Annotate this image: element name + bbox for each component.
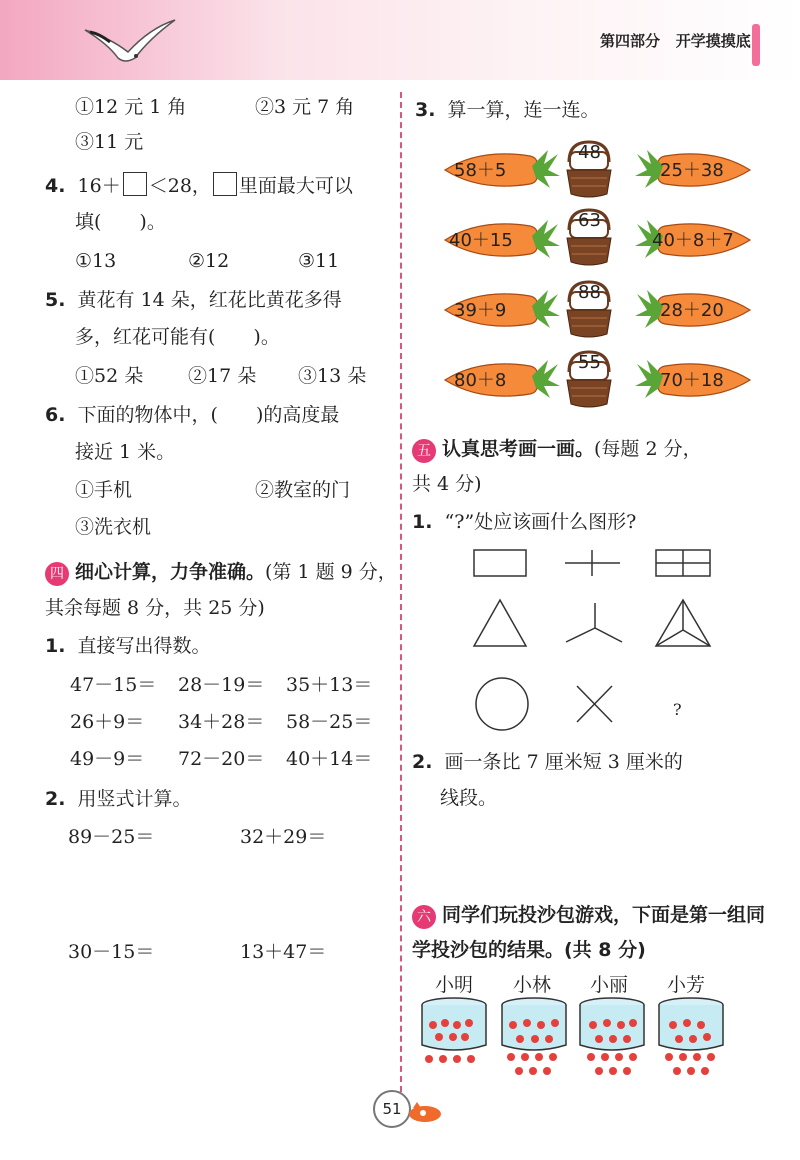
basket-label: 55 [578, 352, 601, 373]
submarine-icon [405, 1096, 445, 1126]
s5-q2-line-1 [412, 750, 683, 774]
rectangle-shape [474, 550, 526, 576]
section-5-score: 共 4 分) [412, 473, 482, 495]
vertical-calc-item: 30－15＝ [68, 941, 155, 963]
s5-q1 [412, 510, 636, 534]
q4-line-1 [45, 172, 353, 198]
carrot-right-label: 40＋8＋7 [652, 230, 734, 251]
q6-option-2: ②教室的门 [255, 479, 351, 501]
s5-q2-line-2: 线段。 [440, 787, 498, 809]
section-6-line-2: 学投沙包的结果。(共 8 分) [412, 939, 646, 961]
section-badge: 四 [45, 562, 69, 586]
part-label: 第四部分 [600, 32, 661, 50]
calc-item: 34＋28＝ [178, 711, 265, 733]
carrot-right-label: 25＋38 [660, 160, 724, 181]
q5-line-2: 多，红花可能有( )。 [75, 326, 280, 348]
q5-option-2: ②17 朵 [188, 365, 257, 387]
q5-line-1 [45, 288, 342, 312]
s4q1-number: 1. [45, 635, 66, 657]
section-badge: 六 [412, 905, 436, 929]
section-title: 细心计算，力争准确。 [75, 561, 266, 583]
header-title [600, 30, 751, 51]
q6-option-1: ①手机 [75, 479, 133, 501]
q3-option-3: ③11 元 [75, 131, 144, 153]
carrot-left-label: 58＋5 [454, 160, 507, 181]
subtitle-label: 开学摸摸底 [675, 32, 751, 50]
answer-box[interactable] [213, 172, 237, 196]
section-6-heading [412, 903, 765, 929]
section-badge: 五 [412, 439, 436, 463]
q4-text-b: ＜28， [148, 175, 211, 197]
q5-option-3: ③13 朵 [298, 365, 367, 387]
calc-item: 26＋9＝ [70, 711, 145, 733]
s5q2-number: 2. [412, 751, 433, 773]
section-score-1: (第 1 题 9 分， [265, 561, 397, 583]
bucket-xiaolin [502, 998, 566, 1075]
right-q3-text: 算一算，连一连。 [447, 99, 600, 121]
basket-label: 48 [578, 142, 601, 163]
s5q1-text: “?”处应该画什么图形? [444, 511, 637, 533]
q5-text-1: 黄花有 14 朵，红花比黄花多得 [77, 289, 342, 311]
q6-line-1 [45, 403, 339, 427]
vertical-calc-item: 32＋29＝ [240, 826, 327, 848]
q4-text-a: 16＋ [77, 175, 121, 197]
calc-item: 40＋14＝ [286, 748, 373, 770]
s5q2-text-1: 画一条比 7 厘米短 3 厘米的 [444, 751, 683, 773]
basket-label: 63 [578, 210, 601, 231]
column-divider [400, 92, 402, 1092]
carrot-left-label: 40＋15 [449, 230, 513, 251]
s5q1-number: 1. [412, 511, 433, 533]
section-4-score: 其余每题 8 分，共 25 分) [45, 597, 265, 619]
q4-option-1: ①13 [75, 250, 117, 272]
calc-item: 28－19＝ [178, 674, 265, 696]
right-q3-number: 3. [415, 99, 436, 121]
carrot-left-label: 80＋8 [454, 370, 507, 391]
player-name: 小林 [513, 974, 552, 996]
s4-q2 [45, 787, 192, 811]
q6-text-1: 下面的物体中，( )的高度最 [77, 404, 340, 426]
player-name: 小明 [435, 974, 474, 996]
vertical-calc-item: 13＋47＝ [240, 941, 327, 963]
q5-number: 5. [45, 289, 66, 311]
page-header [0, 0, 800, 80]
calc-item: 35＋13＝ [286, 674, 373, 696]
s4-q1 [45, 634, 211, 658]
s4q2-number: 2. [45, 788, 66, 810]
section-4-heading [45, 560, 397, 586]
q4-line-2: 填( )。 [75, 211, 166, 233]
q5-option-1: ①52 朵 [75, 365, 144, 387]
q6-number: 6. [45, 404, 66, 426]
sandbag-buckets-figure [415, 995, 735, 1085]
triangle-shape [474, 600, 526, 646]
s4q2-text: 用竖式计算。 [77, 788, 192, 810]
q3-option-2: ②3 元 7 角 [255, 96, 355, 118]
player-name: 小芳 [667, 974, 706, 996]
circle-shape [476, 678, 528, 730]
page-number: 51 [373, 1090, 411, 1128]
calc-item: 72－20＝ [178, 748, 265, 770]
section-title: 认真思考画一画。 [442, 438, 595, 460]
section-title: 同学们玩投沙包游戏，下面是第一组同 [442, 904, 766, 926]
q3-option-1: ①12 元 1 角 [75, 96, 187, 118]
basket-label: 88 [578, 282, 601, 303]
bucket-xiaofang [659, 998, 723, 1075]
player-name: 小丽 [590, 974, 629, 996]
question-mark-placeholder[interactable]: ? [673, 700, 682, 719]
q4-option-3: ③11 [298, 250, 340, 272]
q4-text-c: 里面最大可以 [238, 175, 353, 197]
section-score-1: (每题 2 分， [594, 438, 702, 460]
q6-line-2: 接近 1 米。 [75, 441, 176, 463]
seagull-icon [80, 8, 180, 78]
section-5-heading [412, 437, 702, 463]
answer-box[interactable] [123, 172, 147, 196]
q6-option-3: ③洗衣机 [75, 516, 152, 538]
vertical-calc-item: 89－25＝ [68, 826, 155, 848]
carrot-right-label: 70＋18 [660, 370, 724, 391]
header-accent-bar [752, 24, 760, 66]
carrot-right-label: 28＋20 [660, 300, 724, 321]
q4-number: 4. [45, 175, 66, 197]
bucket-xiaoli [580, 998, 644, 1075]
calc-item: 47－15＝ [70, 674, 157, 696]
s4q1-text: 直接写出得数。 [77, 635, 211, 657]
calc-item: 49－9＝ [70, 748, 145, 770]
shape-pattern-figure [460, 540, 730, 740]
carrot-left-label: 39＋9 [454, 300, 507, 321]
bucket-xiaoming [422, 998, 486, 1063]
q4-option-2: ②12 [188, 250, 230, 272]
calc-item: 58－25＝ [286, 711, 373, 733]
right-q3 [415, 98, 600, 122]
